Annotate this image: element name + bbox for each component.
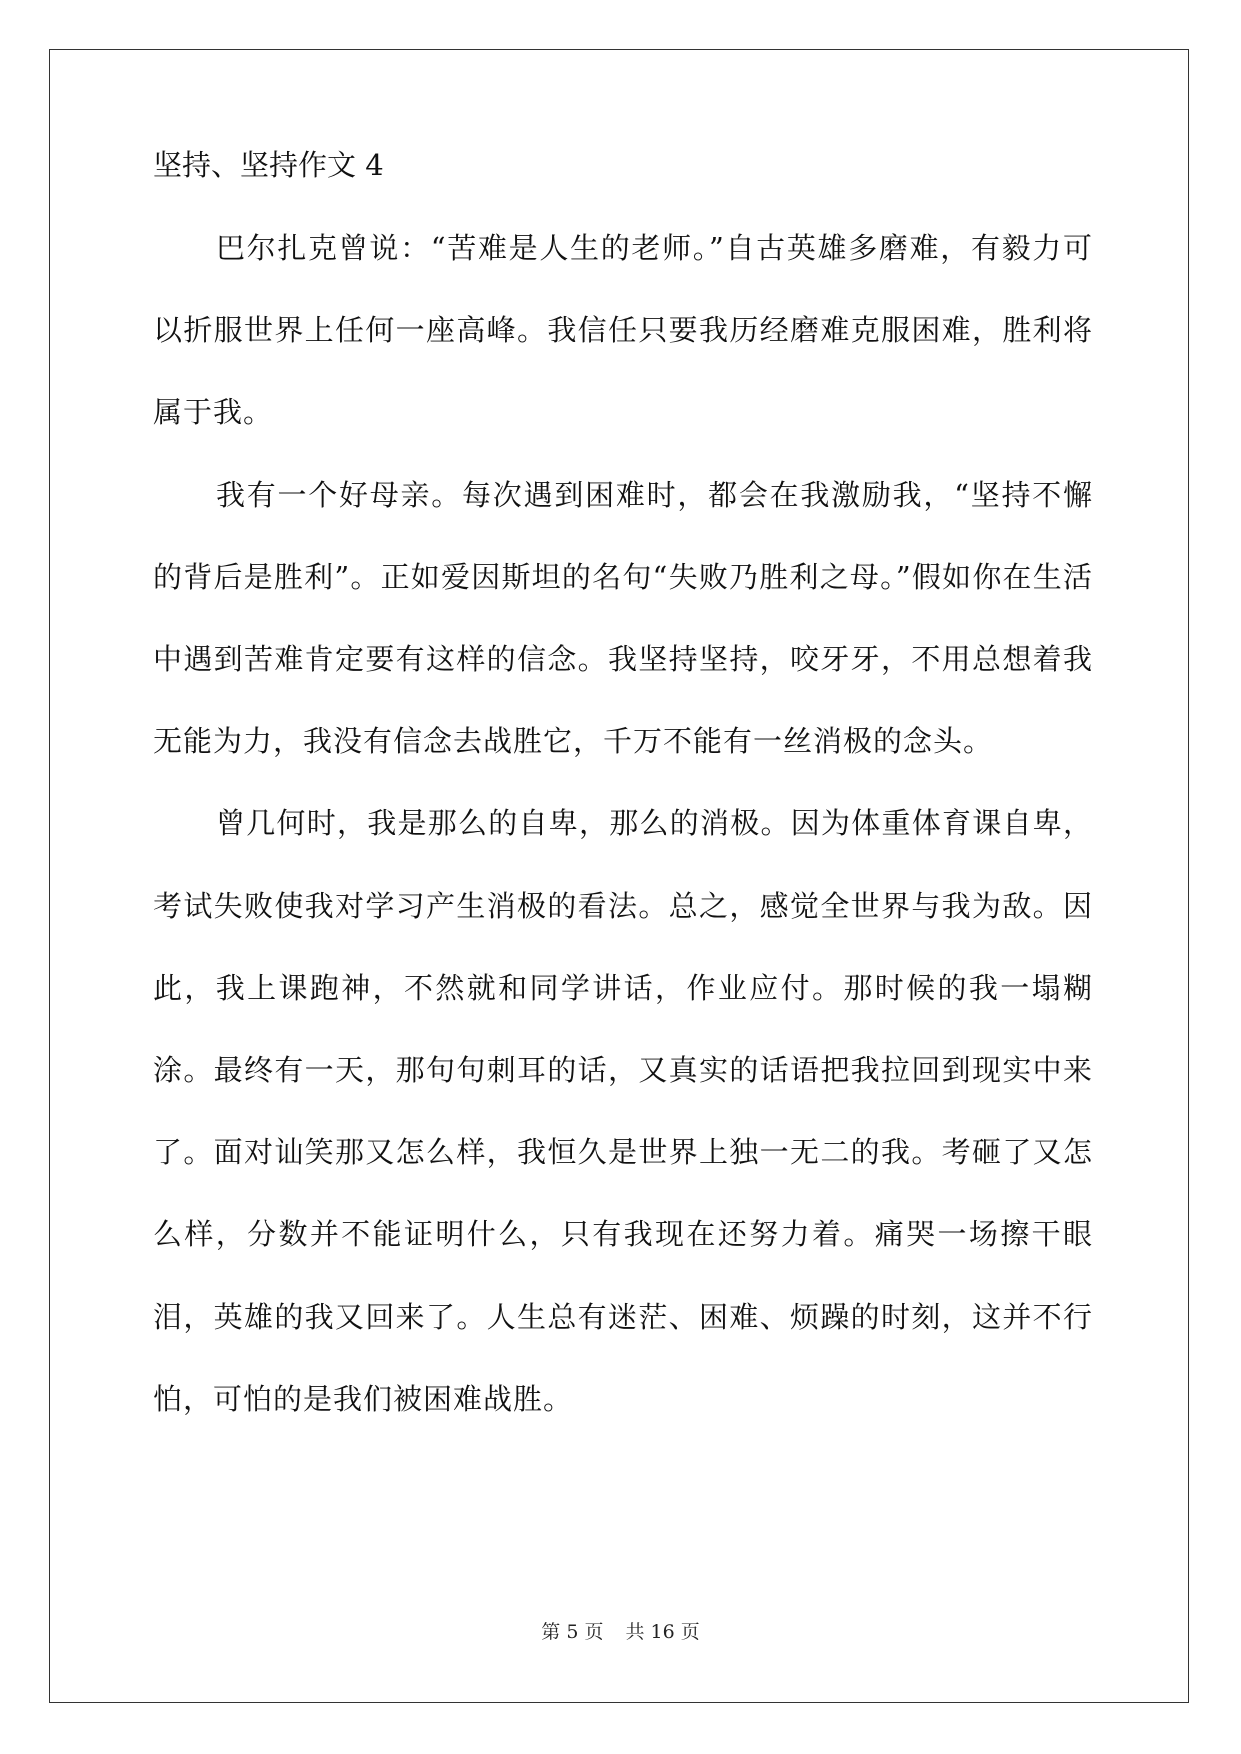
paragraph-2: 我有一个好母亲。每次遇到困难时，都会在我激励我，“坚持不懈的背后是胜利”。正如爱因斯坦的名句“失败乃胜利之母。”假如你在生活中遇到苦难肯定要有这样的信念。我坚持坚持，咬牙牙，不用总想着我无能为力，我没有信念去战胜它，千万不能有一丝消极的念头。 — [153, 477, 1093, 759]
document-title: 坚持、坚持作文 4 — [153, 148, 384, 182]
page-number-current: 第 5 页 — [541, 1621, 604, 1643]
page-number-total: 共 16 页 — [625, 1621, 700, 1643]
document-body — [153, 145, 1093, 1440]
paragraph-1: 巴尔扎克曾说：“苦难是人生的老师。”自古英雄多磨难，有毅力可以折服世界上任何一座高峰。我信任只要我历经磨难克服困难，胜利将属于我。 — [153, 231, 1093, 430]
page-footer — [0, 1620, 1241, 1644]
paragraph-3: 曾几何时，我是那么的自卑，那么的消极。因为体重体育课自卑，考试失败使我对学习产生消极的看法。总之，感觉全世界与我为敌。因此，我上课跑神，不然就和同学讲话，作业应付。那时候的我一塌糊涂。最终有一天，那句句刺耳的话，又真实的话语把我拉回到现实中来了。面对讪笑那又怎么样，我恒久是世界上独一无二的我。考砸了又怎么样，分数并不能证明什么，只有我现在还努力着。痛哭一场擦干眼泪，英雄的我又回来了。人生总有迷茫、困难、烦躁的时刻，这并不行怕，可怕的是我们被困难战胜。 — [153, 806, 1093, 1416]
